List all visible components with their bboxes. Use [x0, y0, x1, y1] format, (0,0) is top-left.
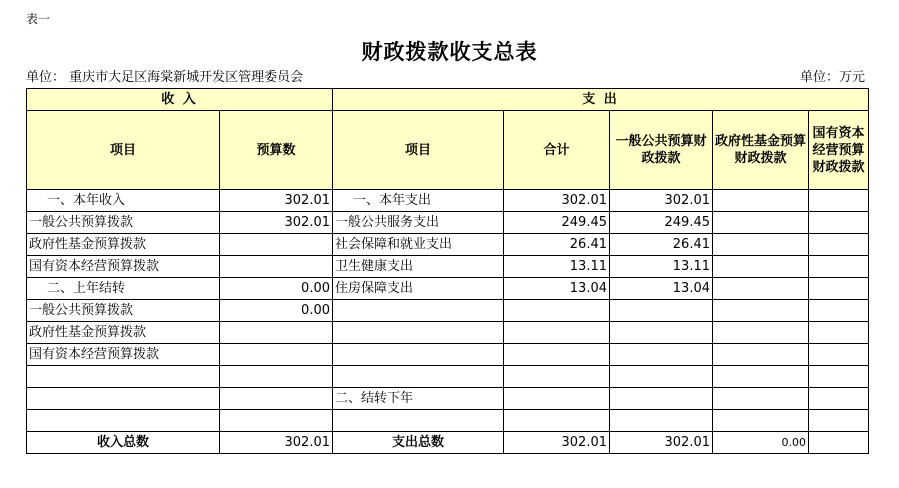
expense-total-cell: 13.11 [504, 256, 610, 278]
income-budget-cell [220, 234, 333, 256]
table-row [27, 256, 869, 278]
table-row [27, 410, 869, 432]
expense-total-cell: 13.04 [504, 278, 610, 300]
general-budget-total-value: 302.01 [610, 432, 713, 454]
expense-total-cell [504, 344, 610, 366]
expense-item-cell: 一、本年支出 [333, 190, 504, 212]
expense-total-label: 支出总数 [333, 432, 504, 454]
income-budget-cell: 302.01 [220, 212, 333, 234]
gov-fund-total-value: 0.00 [713, 432, 809, 454]
state-capital-cell [809, 256, 869, 278]
expense-total-value: 302.01 [504, 432, 610, 454]
total-row [27, 432, 869, 454]
gov-fund-cell [713, 278, 809, 300]
table-row [27, 278, 869, 300]
income-section-header: 收 入 [27, 89, 333, 111]
expense-item-cell: 一般公共服务支出 [333, 212, 504, 234]
table-row [27, 366, 869, 388]
column-header-income-item: 项目 [27, 111, 220, 190]
gov-fund-cell [713, 256, 809, 278]
table-row [27, 388, 869, 410]
general-budget-cell: 13.11 [610, 256, 713, 278]
gov-fund-cell [713, 300, 809, 322]
expense-total-cell [504, 366, 610, 388]
state-capital-cell [809, 366, 869, 388]
expense-item-cell [333, 322, 504, 344]
income-budget-cell: 302.01 [220, 190, 333, 212]
expense-total-cell: 249.45 [504, 212, 610, 234]
income-total-label: 收入总数 [27, 432, 220, 454]
income-item-cell: 国有资本经营预算拨款 [27, 344, 220, 366]
expense-item-cell [333, 300, 504, 322]
expense-total-cell [504, 300, 610, 322]
column-header-row [27, 111, 869, 190]
column-header-income-budget: 预算数 [220, 111, 333, 190]
general-budget-cell [610, 344, 713, 366]
general-budget-cell [610, 300, 713, 322]
general-budget-cell [610, 388, 713, 410]
income-item-cell: 国有资本经营预算拨款 [27, 256, 220, 278]
income-budget-cell: 0.00 [220, 278, 333, 300]
income-budget-cell [220, 410, 333, 432]
state-capital-cell [809, 322, 869, 344]
income-item-cell: 政府性基金预算拨款 [27, 322, 220, 344]
table-row [27, 322, 869, 344]
income-budget-cell [220, 256, 333, 278]
gov-fund-cell [713, 410, 809, 432]
expense-item-cell: 住房保障支出 [333, 278, 504, 300]
page-title: 财政拨款收支总表 [361, 40, 538, 64]
income-item-cell [27, 410, 220, 432]
expense-item-cell [333, 344, 504, 366]
income-item-cell: 政府性基金预算拨款 [27, 234, 220, 256]
expense-item-cell: 卫生健康支出 [333, 256, 504, 278]
expense-total-cell [504, 410, 610, 432]
state-capital-cell [809, 190, 869, 212]
income-budget-cell [220, 366, 333, 388]
state-capital-cell [809, 278, 869, 300]
general-budget-cell [610, 410, 713, 432]
table-row [27, 234, 869, 256]
income-item-cell: 一般公共预算拨款 [27, 212, 220, 234]
state-capital-cell [809, 212, 869, 234]
expense-item-cell: 社会保障和就业支出 [333, 234, 504, 256]
budget-table [26, 88, 869, 454]
state-capital-cell [809, 344, 869, 366]
expense-total-cell [504, 322, 610, 344]
expense-item-cell [333, 410, 504, 432]
organization-unit: 单位： 重庆市大足区海棠新城开发区管理委员会 [26, 70, 304, 85]
column-header-general-budget: 一般公共预算财政拨款 [610, 111, 713, 190]
section-header-row [27, 89, 869, 111]
income-item-cell [27, 366, 220, 388]
state-capital-cell [809, 388, 869, 410]
column-header-total: 合计 [504, 111, 610, 190]
general-budget-cell [610, 322, 713, 344]
gov-fund-cell [713, 344, 809, 366]
expense-item-cell [333, 366, 504, 388]
table-row [27, 300, 869, 322]
income-budget-cell: 0.00 [220, 300, 333, 322]
expense-total-cell: 302.01 [504, 190, 610, 212]
income-item-cell: 二、上年结转 [27, 278, 220, 300]
expense-total-cell: 26.41 [504, 234, 610, 256]
income-item-cell [27, 388, 220, 410]
currency-unit: 单位：万元 [799, 70, 865, 85]
expense-section-header: 支 出 [333, 89, 869, 111]
general-budget-cell: 13.04 [610, 278, 713, 300]
general-budget-cell [610, 366, 713, 388]
table-row [27, 212, 869, 234]
general-budget-cell: 249.45 [610, 212, 713, 234]
state-capital-cell [809, 300, 869, 322]
state-capital-total-value [809, 432, 869, 454]
general-budget-cell: 26.41 [610, 234, 713, 256]
income-item-cell: 一、本年收入 [27, 190, 220, 212]
income-item-cell: 一般公共预算拨款 [27, 300, 220, 322]
income-budget-cell [220, 322, 333, 344]
expense-total-cell [504, 388, 610, 410]
gov-fund-cell [713, 322, 809, 344]
gov-fund-cell [713, 388, 809, 410]
gov-fund-cell [713, 190, 809, 212]
table-row [27, 344, 869, 366]
gov-fund-cell [713, 234, 809, 256]
general-budget-cell: 302.01 [610, 190, 713, 212]
state-capital-cell [809, 234, 869, 256]
gov-fund-cell [713, 212, 809, 234]
column-header-state-capital: 国有资本经营预算财政拨款 [809, 111, 869, 190]
income-budget-cell [220, 388, 333, 410]
income-total-value: 302.01 [220, 432, 333, 454]
table-row [27, 190, 869, 212]
state-capital-cell [809, 410, 869, 432]
column-header-expense-item: 项目 [333, 111, 504, 190]
table-number-label: 表一 [26, 12, 51, 26]
income-budget-cell [220, 344, 333, 366]
column-header-gov-fund: 政府性基金预算财政拨款 [713, 111, 809, 190]
gov-fund-cell [713, 366, 809, 388]
expense-item-cell: 二、结转下年 [333, 388, 504, 410]
